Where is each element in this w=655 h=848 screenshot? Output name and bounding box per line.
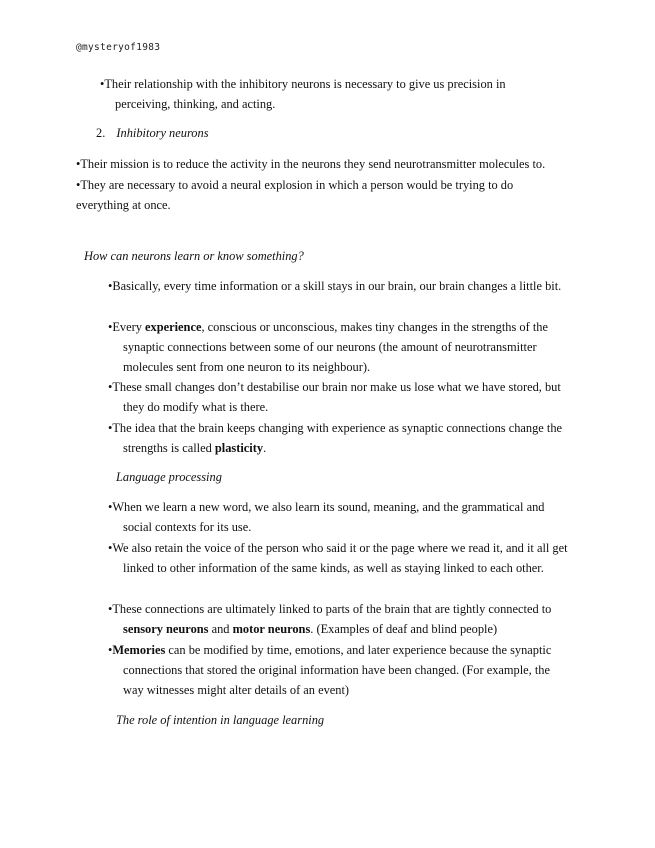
- learning-heading: How can neurons learn or know something?: [84, 249, 304, 263]
- bold-term-plasticity: plasticity: [214, 441, 264, 455]
- inhibitory-bullet-2: •They are necessary to avoid a neural explosion in which a person would be trying to do everything at once.: [76, 178, 514, 212]
- bold-term-motor-neurons: motor neurons: [232, 622, 311, 636]
- inhibitory-heading: [96, 123, 209, 143]
- text-run: .: [263, 441, 267, 455]
- bold-term-sensory-neurons: sensory neurons: [123, 622, 209, 636]
- text-run: •These connections are ultimately linked to parts of the brain that are tightly connected to: [108, 602, 552, 616]
- inhibitory-bullet-1: •Their mission is to reduce the activity in the neurons they send neurotransmitter molecules to.: [76, 157, 546, 171]
- intention-heading: The role of intention in language learning: [116, 713, 325, 727]
- language-bullet-1: •When we learn a new word, we also learn its sound, meaning, and the grammatical and social contexts for its use.: [108, 500, 545, 534]
- bold-term-experience: experience: [145, 320, 202, 334]
- text-run: •Every: [108, 320, 146, 334]
- heading-text: Inhibitory neurons: [116, 126, 209, 140]
- watermark: @mysteryof1983: [76, 42, 161, 53]
- text-run: •The idea that the brain keeps changing with experience as synaptic connections change the strengths is called: [108, 421, 563, 455]
- heading-number: 2.: [96, 126, 106, 140]
- learning-bullet-4: [108, 418, 568, 458]
- text-run: and: [208, 622, 233, 636]
- text-run: . (Examples of deaf and blind people): [310, 622, 498, 636]
- text-run: , conscious or unconscious, makes tiny changes in the strengths of the synaptic connections between some of our neurons (the amount of neurotransmitter molecules sent from one neuron to its neighbour).: [123, 320, 548, 374]
- language-bullet-2: •We also retain the voice of the person who said it or the page where we read it, and it all get linked to other information of the same kinds, as well as staying linked to each other.: [108, 541, 568, 575]
- language-heading: Language processing: [116, 470, 222, 484]
- language-bullet-4: [108, 640, 573, 700]
- learning-bullet-1: •Basically, every time information or a skill stays in our brain, our brain changes a little bit.: [108, 279, 562, 293]
- learning-bullet-2: [108, 317, 568, 377]
- text-run: •: [108, 643, 113, 657]
- intro-bullet: •Their relationship with the inhibitory neurons is necessary to give us precision in perceiving, thinking, and acting.: [100, 77, 506, 111]
- learning-bullet-3: •These small changes don’t destabilise our brain nor make us lose what we have stored, but they do modify what is there.: [108, 380, 561, 414]
- bold-term-memories: Memories: [112, 643, 166, 657]
- language-bullet-3: [108, 599, 573, 639]
- text-run: can be modified by time, emotions, and later experience because the synaptic connections that stored the original information have been changed. (For example, the way witnesses might alter details of an event): [123, 643, 552, 697]
